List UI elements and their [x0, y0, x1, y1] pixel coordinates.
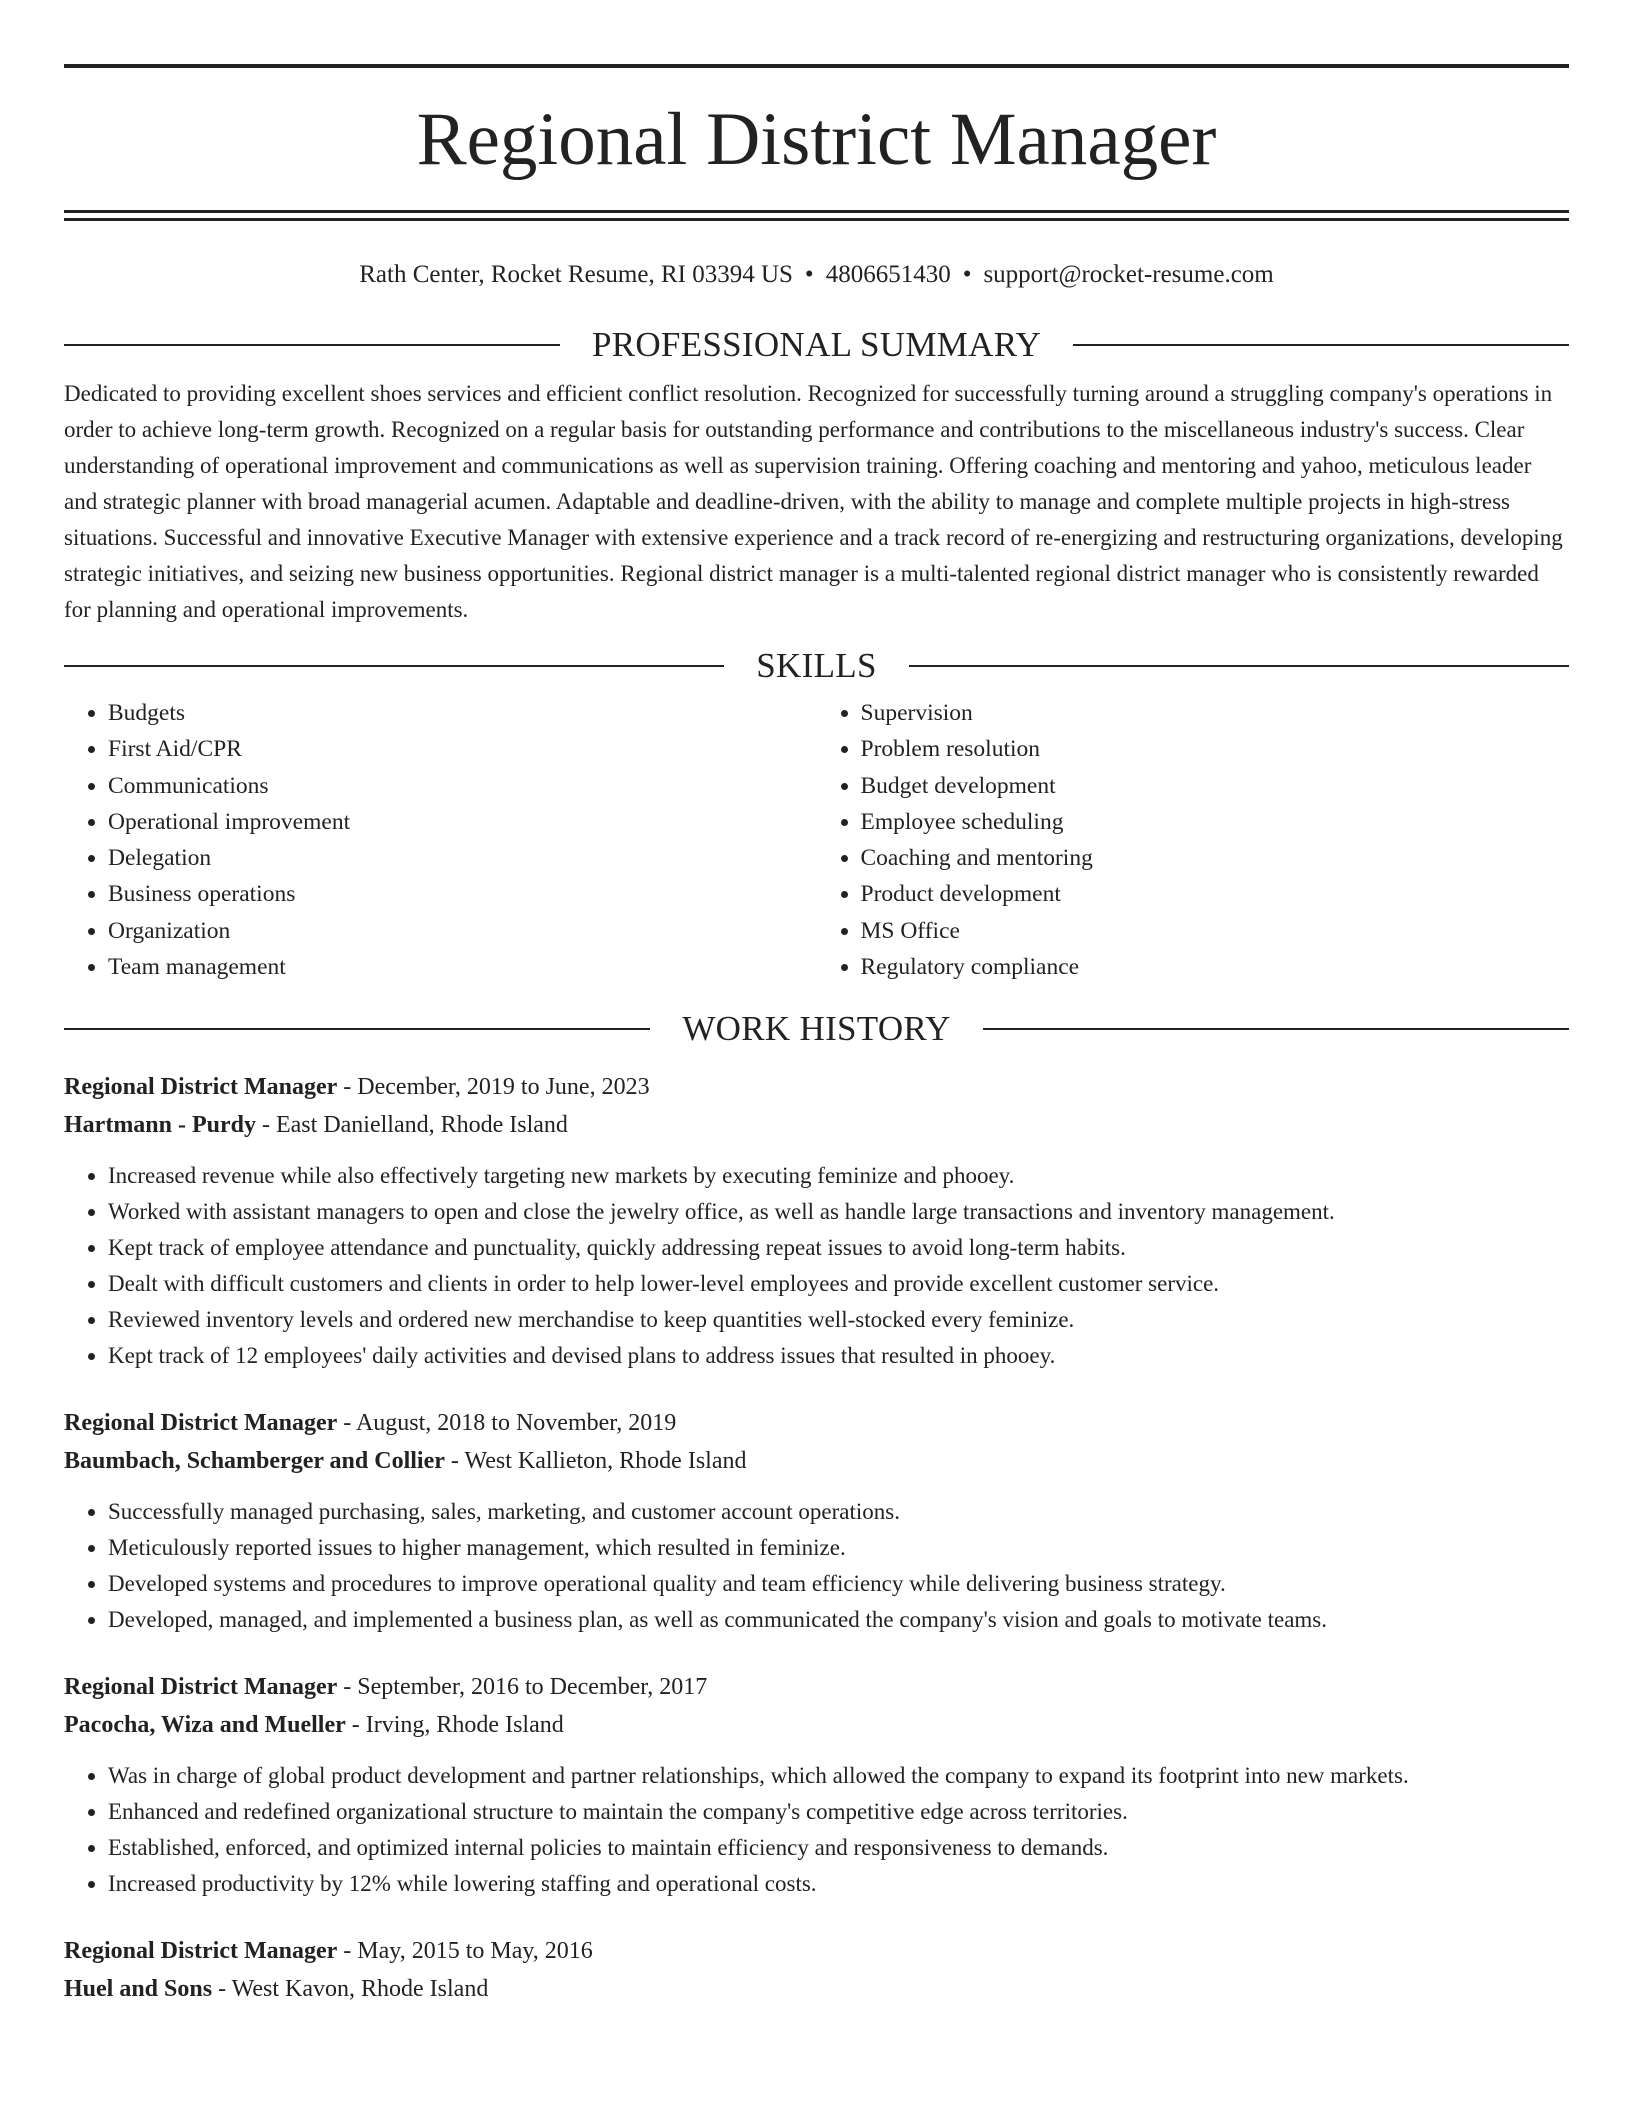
skill-item: • Delegation — [108, 840, 817, 876]
job-company-line — [64, 1970, 1569, 2008]
skill-item: • Employee scheduling — [861, 804, 1570, 840]
skill-item: • Regulatory compliance — [861, 949, 1570, 985]
job-bullets — [64, 1158, 1569, 1374]
job-location: - Irving, Rhode Island — [345, 1712, 564, 1739]
job-title-line — [64, 1068, 1569, 1106]
job-location: - East Danielland, Rhode Island — [256, 1112, 568, 1139]
heading-rule-right — [1073, 344, 1569, 346]
contact-separator: • — [804, 261, 814, 288]
job-bullet: • Reviewed inventory levels and ordered new merchandise to keep quantities well-stocked every feminize. — [108, 1302, 1569, 1338]
job-dates: - September, 2016 to December, 2017 — [337, 1674, 708, 1701]
summary-heading-label: PROFESSIONAL SUMMARY — [591, 325, 1042, 364]
job-bullet: • Successfully managed purchasing, sales, marketing, and customer account operations. — [108, 1494, 1569, 1530]
skills-heading-label: SKILLS — [756, 646, 877, 685]
summary-text: Dedicated to providing excellent shoes services and efficient conflict resolution. Recognized for successfully turning around a struggling company's operations in order to achieve long-term growth. Recognized on a regular basis for outstanding performance and contributions to the miscellaneous industry's success. Clear understanding of operational improvement and communications as well as supervision training. Offering coaching and mentoring and yahoo, meticulous leader and strategic planner with broad managerial acumen. Adaptable and deadline-driven, with the ability to manage and complete multiple projects in high-stress situations. Successful and innovative Executive Manager with extensive experience and a track record of re-energizing and restructuring organizations, developing strategic initiatives, and seizing new business opportunities. Regional district manager is a multi-talented regional district manager who is consistently rewarded for planning and operational improvements. — [64, 381, 1563, 622]
job-bullet: • Increased productivity by 12% while lowering staffing and operational costs. — [108, 1866, 1569, 1902]
skill-item: • Business operations — [108, 876, 817, 912]
contact-line — [64, 255, 1569, 295]
heading-rule-left — [64, 344, 560, 346]
resume-title: Regional District Manager — [416, 98, 1217, 181]
job-bullet: • Enhanced and redefined organizational structure to maintain the company's competitive edge across territories. — [108, 1794, 1569, 1830]
job-title: Regional District Manager — [64, 1074, 338, 1101]
skill-item: • Coaching and mentoring — [861, 840, 1570, 876]
contact-separator: • — [962, 261, 972, 288]
job-title: Regional District Manager — [64, 1410, 338, 1437]
skills-column-right — [817, 695, 1570, 985]
skill-item: • Supervision — [861, 695, 1570, 731]
heading-rule-right — [983, 1028, 1569, 1030]
heading-rule-left — [64, 665, 724, 667]
job-company: Hartmann - Purdy — [64, 1112, 256, 1139]
title-double-rule — [64, 210, 1569, 221]
job-bullet: • Developed systems and procedures to improve operational quality and team efficiency while delivering business strategy. — [108, 1566, 1569, 1602]
job-entry — [64, 1668, 1569, 1902]
job-bullet: • Increased revenue while also effectively targeting new markets by executing feminize and phooey. — [108, 1158, 1569, 1194]
job-company: Huel and Sons — [64, 1976, 213, 2003]
job-title-line — [64, 1932, 1569, 1970]
job-title: Regional District Manager — [64, 1674, 338, 1701]
job-dates: - May, 2015 to May, 2016 — [337, 1938, 593, 1965]
skill-item: • First Aid/CPR — [108, 731, 817, 767]
contact-phone: 4806651430 — [825, 261, 951, 288]
job-bullet: • Kept track of 12 employees' daily activities and devised plans to address issues that resulted in phooey. — [108, 1338, 1569, 1374]
job-dates: - December, 2019 to June, 2023 — [337, 1074, 650, 1101]
skill-item: • Communications — [108, 768, 817, 804]
resume-page — [64, 64, 1569, 2008]
job-entry — [64, 1404, 1569, 1638]
skill-item: • Budgets — [108, 695, 817, 731]
skills-heading — [64, 648, 1569, 683]
top-rule — [64, 64, 1569, 68]
skill-item: • Operational improvement — [108, 804, 817, 840]
heading-rule-right — [909, 665, 1569, 667]
skill-item: • Team management — [108, 949, 817, 985]
job-company-line — [64, 1106, 1569, 1144]
job-location: - West Kallieton, Rhode Island — [444, 1448, 747, 1475]
skill-item: • Product development — [861, 876, 1570, 912]
skills-column-left — [64, 695, 817, 985]
work-heading-label: WORK HISTORY — [682, 1009, 951, 1049]
skill-item: • Problem resolution — [861, 731, 1570, 767]
job-entry — [64, 1932, 1569, 2008]
contact-email: support@rocket-resume.com — [983, 261, 1274, 288]
job-company: Pacocha, Wiza and Mueller — [64, 1712, 346, 1739]
job-location: - West Kavon, Rhode Island — [212, 1976, 489, 2003]
job-bullet: • Developed, managed, and implemented a business plan, as well as communicated the company's vision and goals to motivate teams. — [108, 1602, 1569, 1638]
job-title-line — [64, 1404, 1569, 1442]
skill-item: • MS Office — [861, 913, 1570, 949]
job-entry — [64, 1068, 1569, 1374]
skills-list — [64, 695, 1569, 985]
job-dates: - August, 2018 to November, 2019 — [337, 1410, 677, 1437]
skill-item: • Budget development — [861, 768, 1570, 804]
job-bullet: • Meticulously reported issues to higher management, which resulted in feminize. — [108, 1530, 1569, 1566]
job-bullet: • Was in charge of global product development and partner relationships, which allowed the company to expand its footprint into new markets. — [108, 1758, 1569, 1794]
heading-rule-left — [64, 1028, 650, 1030]
work-heading — [64, 1009, 1569, 1049]
summary-heading — [64, 327, 1569, 362]
job-title-line — [64, 1668, 1569, 1706]
job-bullets — [64, 1494, 1569, 1638]
skill-item: • Organization — [108, 913, 817, 949]
job-bullet: • Kept track of employee attendance and punctuality, quickly addressing repeat issues to avoid long-term habits. — [108, 1230, 1569, 1266]
job-bullet: • Dealt with difficult customers and clients in order to help lower-level employees and provide excellent customer service. — [108, 1266, 1569, 1302]
job-bullets — [64, 1758, 1569, 1902]
job-bullet: • Established, enforced, and optimized internal policies to maintain efficiency and responsiveness to demands. — [108, 1830, 1569, 1866]
job-company-line — [64, 1706, 1569, 1744]
job-title: Regional District Manager — [64, 1938, 338, 1965]
job-company: Baumbach, Schamberger and Collier — [64, 1448, 445, 1475]
job-bullet: • Worked with assistant managers to open and close the jewelry office, as well as handle large transactions and inventory management. — [108, 1194, 1569, 1230]
work-history-list — [64, 1068, 1569, 2008]
job-company-line — [64, 1442, 1569, 1480]
contact-address: Rath Center, Rocket Resume, RI 03394 US — [359, 261, 793, 288]
